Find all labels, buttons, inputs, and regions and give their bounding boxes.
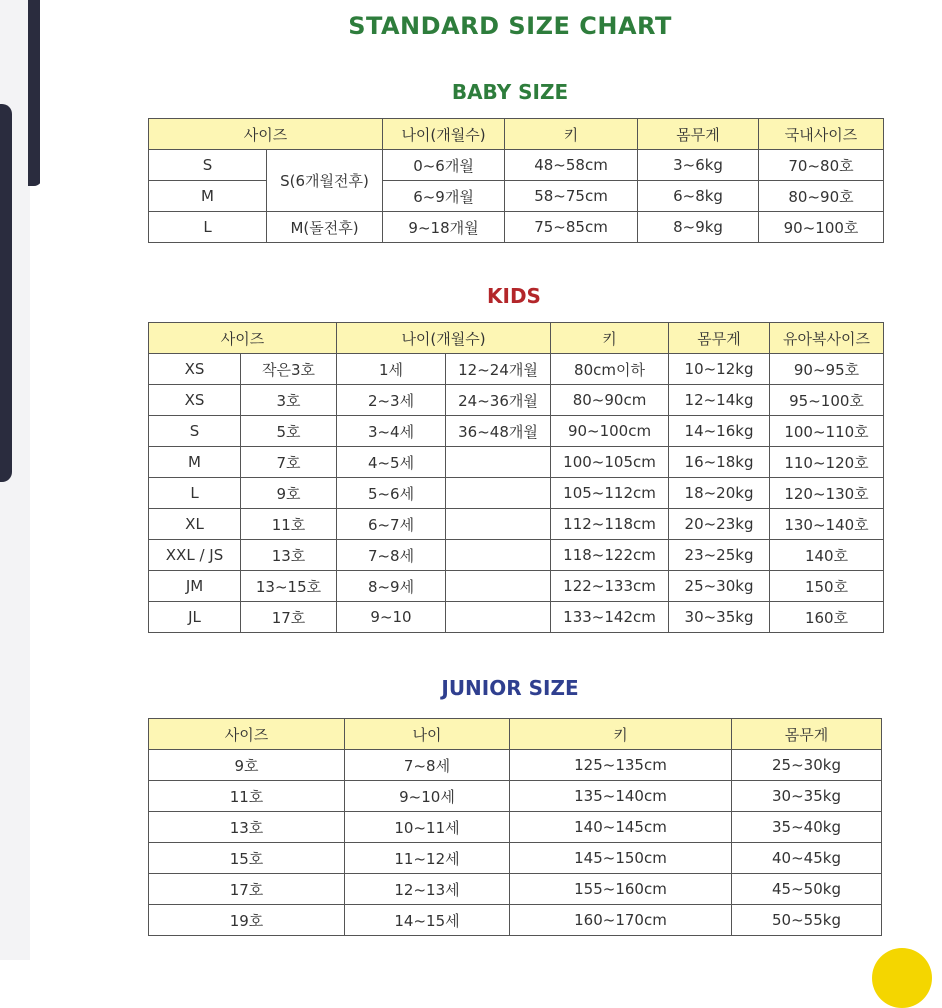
table-row xyxy=(149,781,882,812)
cell-height: 112~118cm xyxy=(551,509,669,540)
size-chart-page xyxy=(40,0,942,960)
table-row xyxy=(149,874,882,905)
cell-height: 122~133cm xyxy=(551,571,669,602)
cell-weight: 10~12kg xyxy=(669,354,770,385)
table-row xyxy=(149,354,884,385)
cell-size: 19호 xyxy=(149,905,345,936)
cell-weight: 16~18kg xyxy=(669,447,770,478)
cell-size-number: 11호 xyxy=(241,509,337,540)
table-row xyxy=(149,540,884,571)
cell-size-number: 작은3호 xyxy=(241,354,337,385)
cell-size: XXL / JS xyxy=(149,540,241,571)
cell-weight: 12~14kg xyxy=(669,385,770,416)
cell-size: 15호 xyxy=(149,843,345,874)
cell-height: 118~122cm xyxy=(551,540,669,571)
cell-height: 48~58cm xyxy=(505,150,638,181)
table-row xyxy=(149,905,882,936)
cell-age: 10~11세 xyxy=(345,812,510,843)
cell-age: 3~4세 xyxy=(337,416,446,447)
cell-weight: 6~8kg xyxy=(638,181,759,212)
cell-height: 90~100cm xyxy=(551,416,669,447)
cell-domestic-size: 90~100호 xyxy=(759,212,884,243)
cell-weight: 35~40kg xyxy=(732,812,882,843)
header-weight: 몸무게 xyxy=(732,719,882,750)
cell-infant-size: 90~95호 xyxy=(770,354,884,385)
cell-infant-size: 100~110호 xyxy=(770,416,884,447)
cell-size: XS xyxy=(149,385,241,416)
cell-weight: 3~6kg xyxy=(638,150,759,181)
cell-age: 12~13세 xyxy=(345,874,510,905)
cell-months xyxy=(446,447,551,478)
cell-size-group: M(돌전후) xyxy=(267,212,383,243)
header-size: 사이즈 xyxy=(149,323,337,354)
table-row xyxy=(149,447,884,478)
cell-size: 9호 xyxy=(149,750,345,781)
header-size: 사이즈 xyxy=(149,719,345,750)
table-row xyxy=(149,478,884,509)
cell-weight: 30~35kg xyxy=(732,781,882,812)
table-row xyxy=(149,571,884,602)
cell-age: 9~18개월 xyxy=(383,212,505,243)
junior-size-heading: JUNIOR SIZE xyxy=(441,676,579,700)
cell-age: 14~15세 xyxy=(345,905,510,936)
cell-infant-size: 150호 xyxy=(770,571,884,602)
cell-age: 6~7세 xyxy=(337,509,446,540)
cell-size: M xyxy=(149,447,241,478)
header-infant-size: 유아복사이즈 xyxy=(770,323,884,354)
table-row xyxy=(149,150,884,181)
table-row xyxy=(149,602,884,633)
cell-age: 9~10세 xyxy=(345,781,510,812)
baby-size-heading: BABY SIZE xyxy=(451,80,569,104)
cell-age: 1세 xyxy=(337,354,446,385)
table-header-row xyxy=(149,719,882,750)
cell-height: 105~112cm xyxy=(551,478,669,509)
header-size: 사이즈 xyxy=(149,119,383,150)
cell-height: 133~142cm xyxy=(551,602,669,633)
cell-height: 160~170cm xyxy=(510,905,732,936)
cell-weight: 25~30kg xyxy=(732,750,882,781)
cell-size-number: 13~15호 xyxy=(241,571,337,602)
cell-months: 36~48개월 xyxy=(446,416,551,447)
header-domestic-size: 국내사이즈 xyxy=(759,119,884,150)
cell-size: 17호 xyxy=(149,874,345,905)
cell-height: 140~145cm xyxy=(510,812,732,843)
cell-size-number: 3호 xyxy=(241,385,337,416)
table-row xyxy=(149,212,884,243)
cell-height: 58~75cm xyxy=(505,181,638,212)
cell-age: 6~9개월 xyxy=(383,181,505,212)
cell-size-number: 17호 xyxy=(241,602,337,633)
cell-months: 12~24개월 xyxy=(446,354,551,385)
header-age: 나이 xyxy=(345,719,510,750)
cell-infant-size: 120~130호 xyxy=(770,478,884,509)
cell-weight: 23~25kg xyxy=(669,540,770,571)
cell-weight: 50~55kg xyxy=(732,905,882,936)
cell-age: 0~6개월 xyxy=(383,150,505,181)
cell-age: 7~8세 xyxy=(345,750,510,781)
cell-size: L xyxy=(149,478,241,509)
cell-weight: 8~9kg xyxy=(638,212,759,243)
cell-age: 7~8세 xyxy=(337,540,446,571)
cell-months xyxy=(446,540,551,571)
cell-age: 2~3세 xyxy=(337,385,446,416)
header-age: 나이(개월수) xyxy=(383,119,505,150)
cell-size: XS xyxy=(149,354,241,385)
cell-months xyxy=(446,602,551,633)
cell-size: S xyxy=(149,416,241,447)
cell-size: JM xyxy=(149,571,241,602)
table-row xyxy=(149,385,884,416)
cell-size: 13호 xyxy=(149,812,345,843)
header-age: 나이(개월수) xyxy=(337,323,551,354)
cell-weight: 20~23kg xyxy=(669,509,770,540)
cell-size: L xyxy=(149,212,267,243)
cell-size: S xyxy=(149,150,267,181)
kids-size-table xyxy=(148,322,884,633)
cell-size: M xyxy=(149,181,267,212)
cell-months xyxy=(446,478,551,509)
cell-height: 145~150cm xyxy=(510,843,732,874)
cell-weight: 14~16kg xyxy=(669,416,770,447)
cell-height: 80~90cm xyxy=(551,385,669,416)
baby-size-table xyxy=(148,118,884,243)
cell-weight: 25~30kg xyxy=(669,571,770,602)
header-weight: 몸무게 xyxy=(669,323,770,354)
header-height: 키 xyxy=(505,119,638,150)
header-weight: 몸무게 xyxy=(638,119,759,150)
cell-infant-size: 110~120호 xyxy=(770,447,884,478)
cell-months xyxy=(446,509,551,540)
cell-infant-size: 130~140호 xyxy=(770,509,884,540)
cell-size: JL xyxy=(149,602,241,633)
header-height: 키 xyxy=(510,719,732,750)
cell-infant-size: 140호 xyxy=(770,540,884,571)
cell-size-group: S(6개월전후) xyxy=(267,150,383,212)
cell-age: 8~9세 xyxy=(337,571,446,602)
sidebar-handle[interactable] xyxy=(0,104,12,482)
cell-weight: 45~50kg xyxy=(732,874,882,905)
cell-age: 5~6세 xyxy=(337,478,446,509)
cell-height: 80cm이하 xyxy=(551,354,669,385)
table-header-row xyxy=(149,119,884,150)
cell-domestic-size: 80~90호 xyxy=(759,181,884,212)
table-row xyxy=(149,181,884,212)
cell-height: 135~140cm xyxy=(510,781,732,812)
table-row xyxy=(149,812,882,843)
table-row xyxy=(149,509,884,540)
cell-size-number: 7호 xyxy=(241,447,337,478)
chart-title: STANDARD SIZE CHART xyxy=(348,12,672,40)
cell-infant-size: 95~100호 xyxy=(770,385,884,416)
cell-height: 75~85cm xyxy=(505,212,638,243)
cell-size-number: 5호 xyxy=(241,416,337,447)
table-header-row xyxy=(149,323,884,354)
cell-weight: 18~20kg xyxy=(669,478,770,509)
junior-size-table xyxy=(148,718,882,936)
cell-weight: 40~45kg xyxy=(732,843,882,874)
header-height: 키 xyxy=(551,323,669,354)
cell-months: 24~36개월 xyxy=(446,385,551,416)
table-row xyxy=(149,843,882,874)
kids-heading: KIDS xyxy=(487,284,541,308)
table-row xyxy=(149,750,882,781)
cell-age: 9~10 xyxy=(337,602,446,633)
cell-height: 125~135cm xyxy=(510,750,732,781)
cell-weight: 30~35kg xyxy=(669,602,770,633)
cell-size-number: 13호 xyxy=(241,540,337,571)
cell-domestic-size: 70~80호 xyxy=(759,150,884,181)
cell-size-number: 9호 xyxy=(241,478,337,509)
cell-height: 100~105cm xyxy=(551,447,669,478)
cell-age: 4~5세 xyxy=(337,447,446,478)
floating-action-button[interactable] xyxy=(872,948,932,1008)
cell-size: 11호 xyxy=(149,781,345,812)
cell-infant-size: 160호 xyxy=(770,602,884,633)
cell-age: 11~12세 xyxy=(345,843,510,874)
cell-size: XL xyxy=(149,509,241,540)
cell-months xyxy=(446,571,551,602)
table-row xyxy=(149,416,884,447)
cell-height: 155~160cm xyxy=(510,874,732,905)
